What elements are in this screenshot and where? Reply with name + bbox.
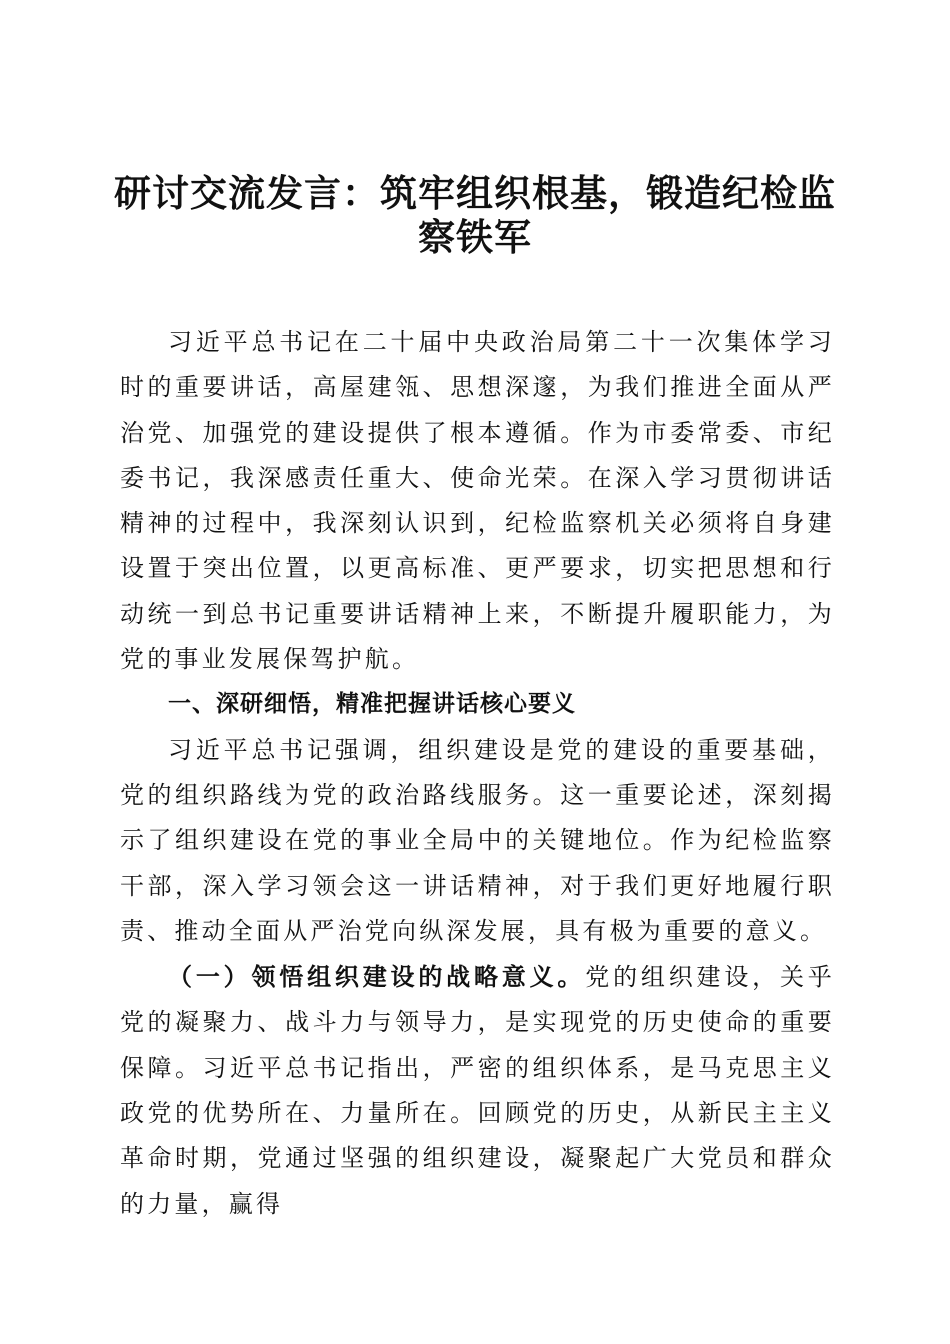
- body-paragraph: [120, 954, 835, 1227]
- subsection-text: 党的组织建设，关乎党的凝聚力、战斗力与领导力，是实现党的历史使命的重要保障。习近平总书记指出，严密的组织体系，是马克思主义政党的优势所在、力量所在。回顾党的历史，从新民主主义革命时期，党通过坚强的组织建设，凝聚起广大党员和群众的力量，赢得: [120, 963, 835, 1218]
- body-paragraph: 习近平总书记在二十届中央政治局第二十一次集体学习时的重要讲话，高屋建瓴、思想深邃，为我们推进全面从严治党、加强党的建设提供了根本遵循。作为市委常委、市纪委书记，我深感责任重大、使命光荣。在深入学习贯彻讲话精神的过程中，我深刻认识到，纪检监察机关必须将自身建设置于突出位置，以更高标准、更严要求，切实把思想和行动统一到总书记重要讲话精神上来，不断提升履职能力，为党的事业发展保驾护航。: [120, 328, 835, 674]
- document-title: 研讨交流发言：筑牢组织根基，锻造纪检监察铁军: [114, 172, 836, 259]
- document-body: [120, 320, 835, 1227]
- subsection-lead: （一）领悟组织建设的战略意义。: [168, 962, 586, 992]
- section-heading: 一、深研细悟，精准把握讲话核心要义: [168, 691, 576, 718]
- body-paragraph: 习近平总书记强调，组织建设是党的建设的重要基础，党的组织路线为党的政治路线服务。这一重要论述，深刻揭示了组织建设在党的事业全局中的关键地位。作为纪检监察干部，深入学习领会这一讲话精神，对于我们更好地履行职责、推动全面从严治党向纵深发展，具有极为重要的意义。: [120, 735, 835, 945]
